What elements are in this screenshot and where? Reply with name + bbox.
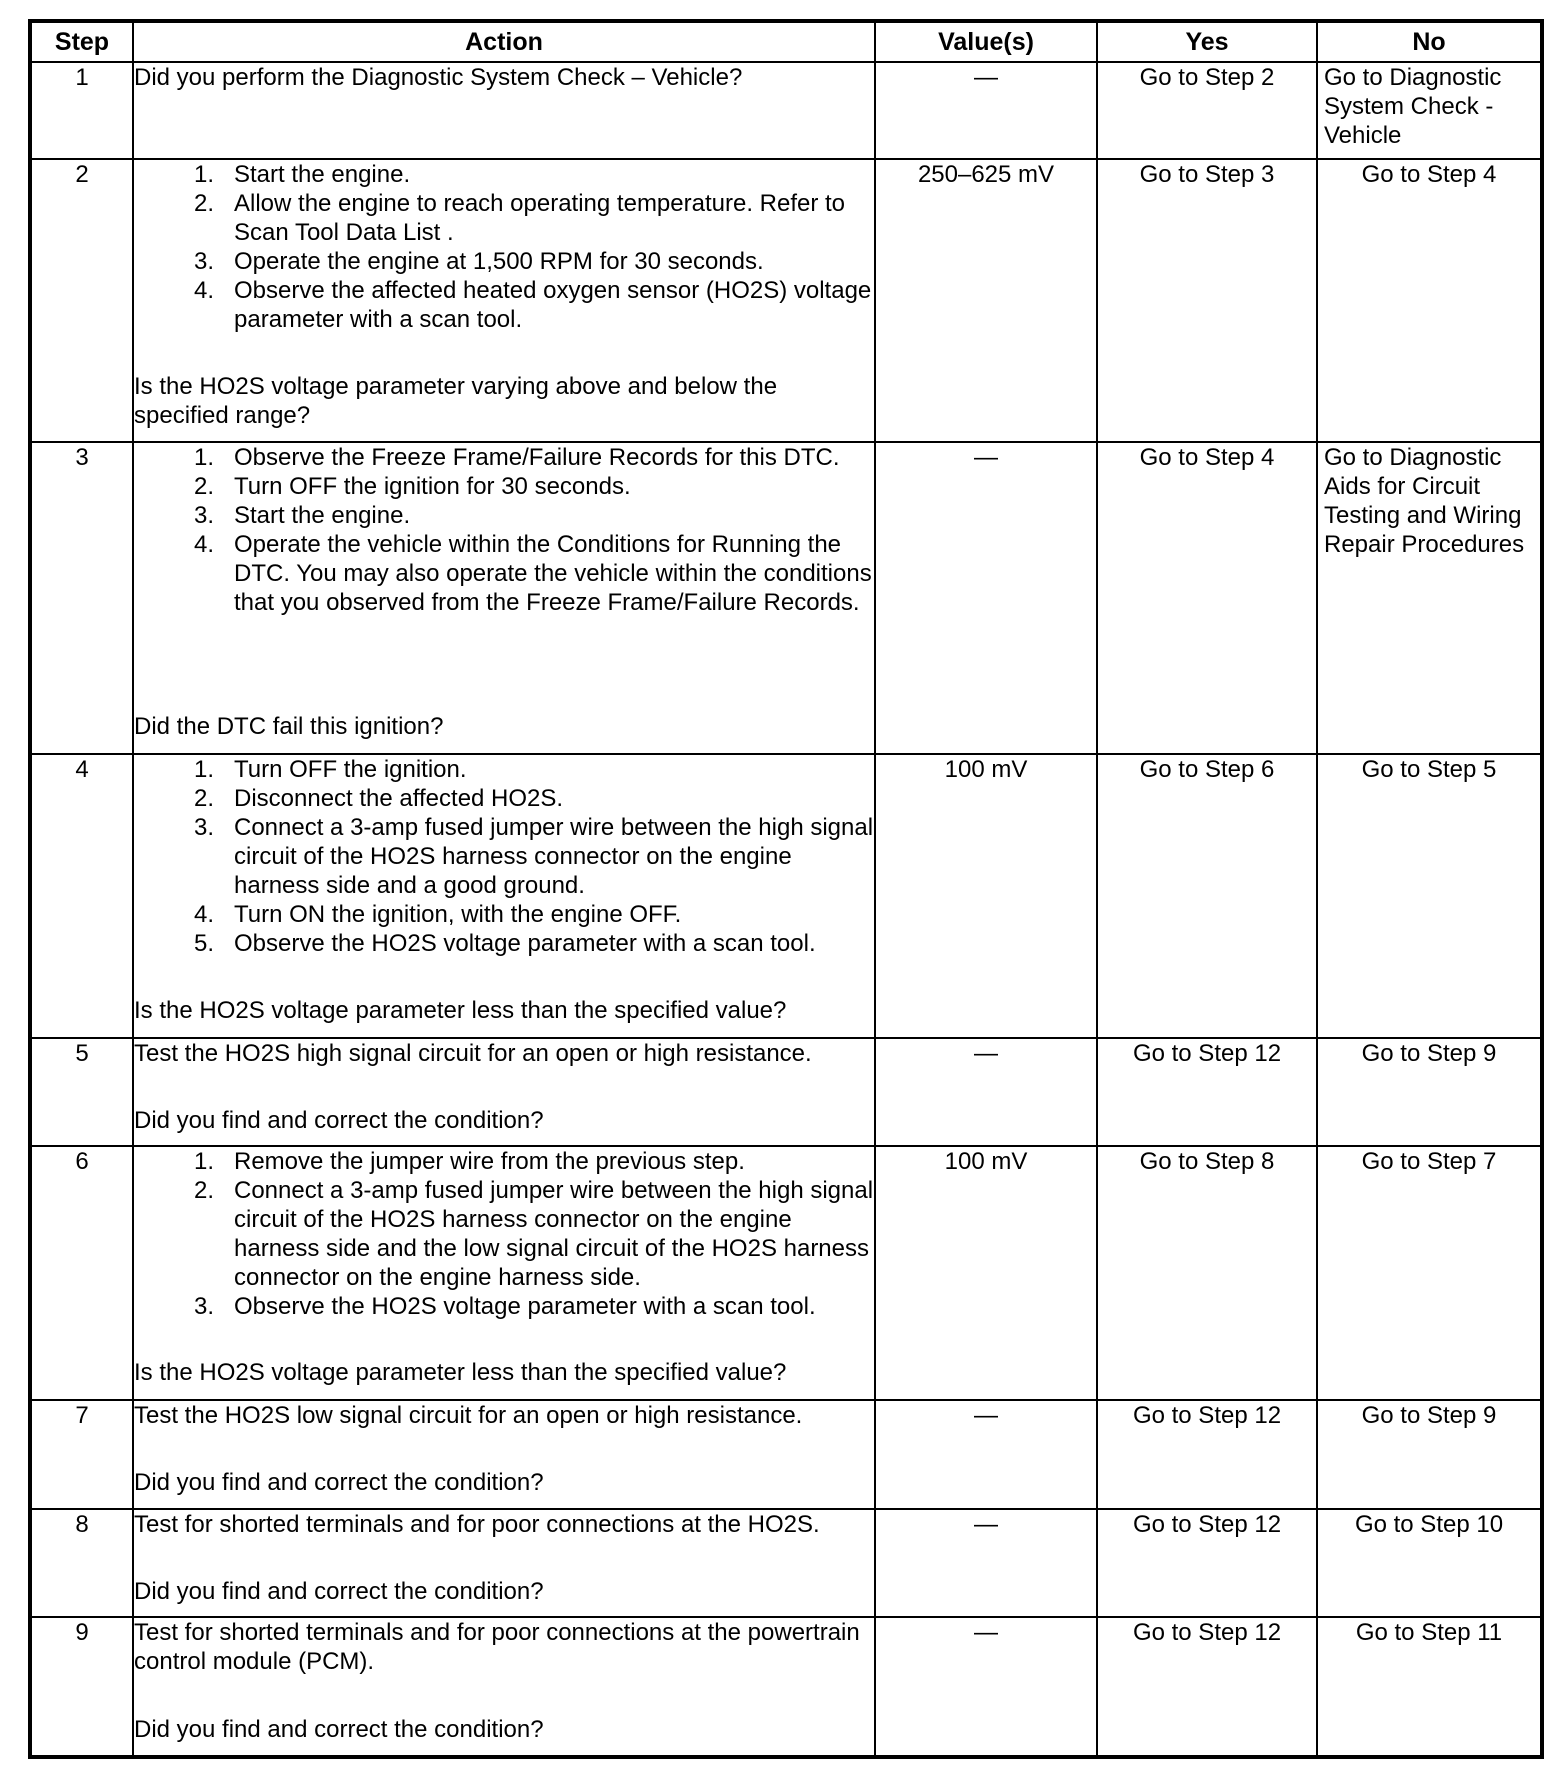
action-cell <box>133 442 875 754</box>
action-body <box>134 63 874 92</box>
action-cell <box>133 754 875 1038</box>
action-steps-list <box>134 443 874 617</box>
action-question: Did you find and correct the condition? <box>134 1577 544 1605</box>
value-cell: — <box>875 1038 1097 1147</box>
table-row <box>31 442 1541 754</box>
step-number: 3 <box>31 442 133 754</box>
header-values: Value(s) <box>875 22 1097 62</box>
action-body <box>134 160 874 334</box>
action-body <box>134 1618 874 1676</box>
action-steps-list <box>134 1147 874 1321</box>
action-content <box>134 1401 874 1497</box>
action-question: Did the DTC fail this ignition? <box>134 713 444 741</box>
header-yes: Yes <box>1097 22 1317 62</box>
value-cell: — <box>875 62 1097 159</box>
action-step-item: Allow the engine to reach operating temperature. Refer to Scan Tool Data List . <box>234 189 846 246</box>
action-text: Test for shorted terminals and for poor connections at the HO2S. <box>134 1510 820 1538</box>
action-step-item: Connect a 3-amp fused jumper wire between the high signal circuit of the HO2S harness connector on the engine harness side and the low signal circuit of the HO2S harness connector on the engine harness side. <box>234 1177 874 1292</box>
action-text: Test the HO2S high signal circuit for an open or high resistance. <box>134 1039 812 1067</box>
action-step-item: Operate the vehicle within the Conditions for Running the DTC. You may also operate the vehicle within the conditions that you observed from the Freeze Frame/Failure Records. <box>234 531 872 617</box>
action-content <box>134 755 874 1025</box>
action-question: Is the HO2S voltage parameter less than the specified value? <box>134 997 787 1025</box>
action-steps-list <box>134 755 874 958</box>
header-no: No <box>1317 22 1541 62</box>
action-question: Did you find and correct the condition? <box>134 1716 544 1744</box>
step-number: 4 <box>31 754 133 1038</box>
yes-cell: Go to Step 4 <box>1097 442 1317 754</box>
action-body <box>134 443 874 617</box>
no-cell: Go to Diagnostic System Check - Vehicle <box>1317 62 1541 159</box>
yes-cell: Go to Step 12 <box>1097 1509 1317 1618</box>
action-body <box>134 1039 874 1068</box>
step-number: 1 <box>31 62 133 159</box>
header-action: Action <box>133 22 875 62</box>
value-cell: 100 mV <box>875 754 1097 1038</box>
action-cell <box>133 159 875 443</box>
action-content <box>134 1510 874 1606</box>
action-cell <box>133 1617 875 1756</box>
action-step-item: Observe the affected heated oxygen sensor (HO2S) voltage parameter with a scan tool. <box>234 276 872 333</box>
action-step-item: Observe the HO2S voltage parameter with a scan tool. <box>234 1293 816 1321</box>
step-number: 5 <box>31 1038 133 1147</box>
table-row <box>31 62 1541 159</box>
diagnostic-table <box>28 19 1544 1759</box>
action-question: Did you find and correct the condition? <box>134 1468 544 1496</box>
table-row <box>31 159 1541 443</box>
step-number: 9 <box>31 1617 133 1756</box>
yes-cell: Go to Step 12 <box>1097 1617 1317 1756</box>
value-cell: 100 mV <box>875 1146 1097 1399</box>
action-step-item: Remove the jumper wire from the previous step. <box>234 1148 745 1176</box>
action-step-item: Start the engine. <box>234 160 411 188</box>
action-step-item: Observe the Freeze Frame/Failure Records for this DTC. <box>234 444 840 472</box>
action-body <box>134 755 874 958</box>
no-cell: Go to Step 9 <box>1317 1038 1541 1147</box>
action-step-item: Disconnect the affected HO2S. <box>234 785 564 813</box>
no-cell: Go to Step 5 <box>1317 754 1541 1038</box>
yes-cell: Go to Step 12 <box>1097 1038 1317 1147</box>
action-text: Test for shorted terminals and for poor connections at the powertrain control module (PCM). <box>134 1619 860 1676</box>
action-text: Did you perform the Diagnostic System Check – Vehicle? <box>134 64 743 91</box>
action-cell <box>133 1400 875 1509</box>
action-step-item: Connect a 3-amp fused jumper wire between the high signal circuit of the HO2S harness connector on the engine harness side and a good ground. <box>234 814 874 900</box>
yes-cell: Go to Step 2 <box>1097 62 1317 159</box>
table-row <box>31 1617 1541 1756</box>
yes-cell: Go to Step 6 <box>1097 754 1317 1038</box>
yes-cell: Go to Step 12 <box>1097 1400 1317 1509</box>
value-cell: 250–625 mV <box>875 159 1097 443</box>
action-content <box>134 1618 874 1744</box>
yes-cell: Go to Step 3 <box>1097 159 1317 443</box>
action-question: Is the HO2S voltage parameter less than the specified value? <box>134 1359 787 1387</box>
action-question: Did you find and correct the condition? <box>134 1106 544 1134</box>
no-cell: Go to Step 9 <box>1317 1400 1541 1509</box>
action-step-item: Operate the engine at 1,500 RPM for 30 seconds. <box>234 247 764 275</box>
value-cell: — <box>875 1617 1097 1756</box>
action-content <box>134 63 874 147</box>
action-content <box>134 443 874 741</box>
action-cell <box>133 1146 875 1399</box>
action-content <box>134 1039 874 1135</box>
action-steps-list <box>134 160 874 334</box>
action-cell <box>133 1509 875 1618</box>
no-cell: Go to Step 10 <box>1317 1509 1541 1618</box>
table-row <box>31 754 1541 1038</box>
no-cell: Go to Step 4 <box>1317 159 1541 443</box>
yes-cell: Go to Step 8 <box>1097 1146 1317 1399</box>
table-row <box>31 1509 1541 1618</box>
action-step-item: Turn OFF the ignition. <box>234 756 467 784</box>
action-step-item: Turn ON the ignition, with the engine OFF. <box>234 901 682 929</box>
action-cell <box>133 1038 875 1147</box>
no-cell: Go to Step 7 <box>1317 1146 1541 1399</box>
step-number: 8 <box>31 1509 133 1618</box>
table-row <box>31 1038 1541 1147</box>
action-step-item: Turn OFF the ignition for 30 seconds. <box>234 473 631 501</box>
step-number: 2 <box>31 159 133 443</box>
action-body <box>134 1510 874 1539</box>
value-cell: — <box>875 1509 1097 1618</box>
action-step-item: Start the engine. <box>234 502 411 530</box>
no-cell: Go to Diagnostic Aids for Circuit Testing and Wiring Repair Procedures <box>1317 442 1541 754</box>
table-row <box>31 1146 1541 1399</box>
action-content <box>134 1147 874 1387</box>
value-cell: — <box>875 442 1097 754</box>
action-content <box>134 160 874 430</box>
action-step-item: Observe the HO2S voltage parameter with a scan tool. <box>234 930 816 958</box>
action-question: Is the HO2S voltage parameter varying above and below the specified range? <box>134 372 778 429</box>
action-body <box>134 1147 874 1321</box>
header-step: Step <box>31 22 133 62</box>
step-number: 7 <box>31 1400 133 1509</box>
header-row <box>31 22 1541 62</box>
action-text: Test the HO2S low signal circuit for an open or high resistance. <box>134 1401 803 1429</box>
action-body <box>134 1401 874 1430</box>
action-cell <box>133 62 875 159</box>
table-row <box>31 1400 1541 1509</box>
value-cell: — <box>875 1400 1097 1509</box>
no-cell: Go to Step 11 <box>1317 1617 1541 1756</box>
step-number: 6 <box>31 1146 133 1399</box>
